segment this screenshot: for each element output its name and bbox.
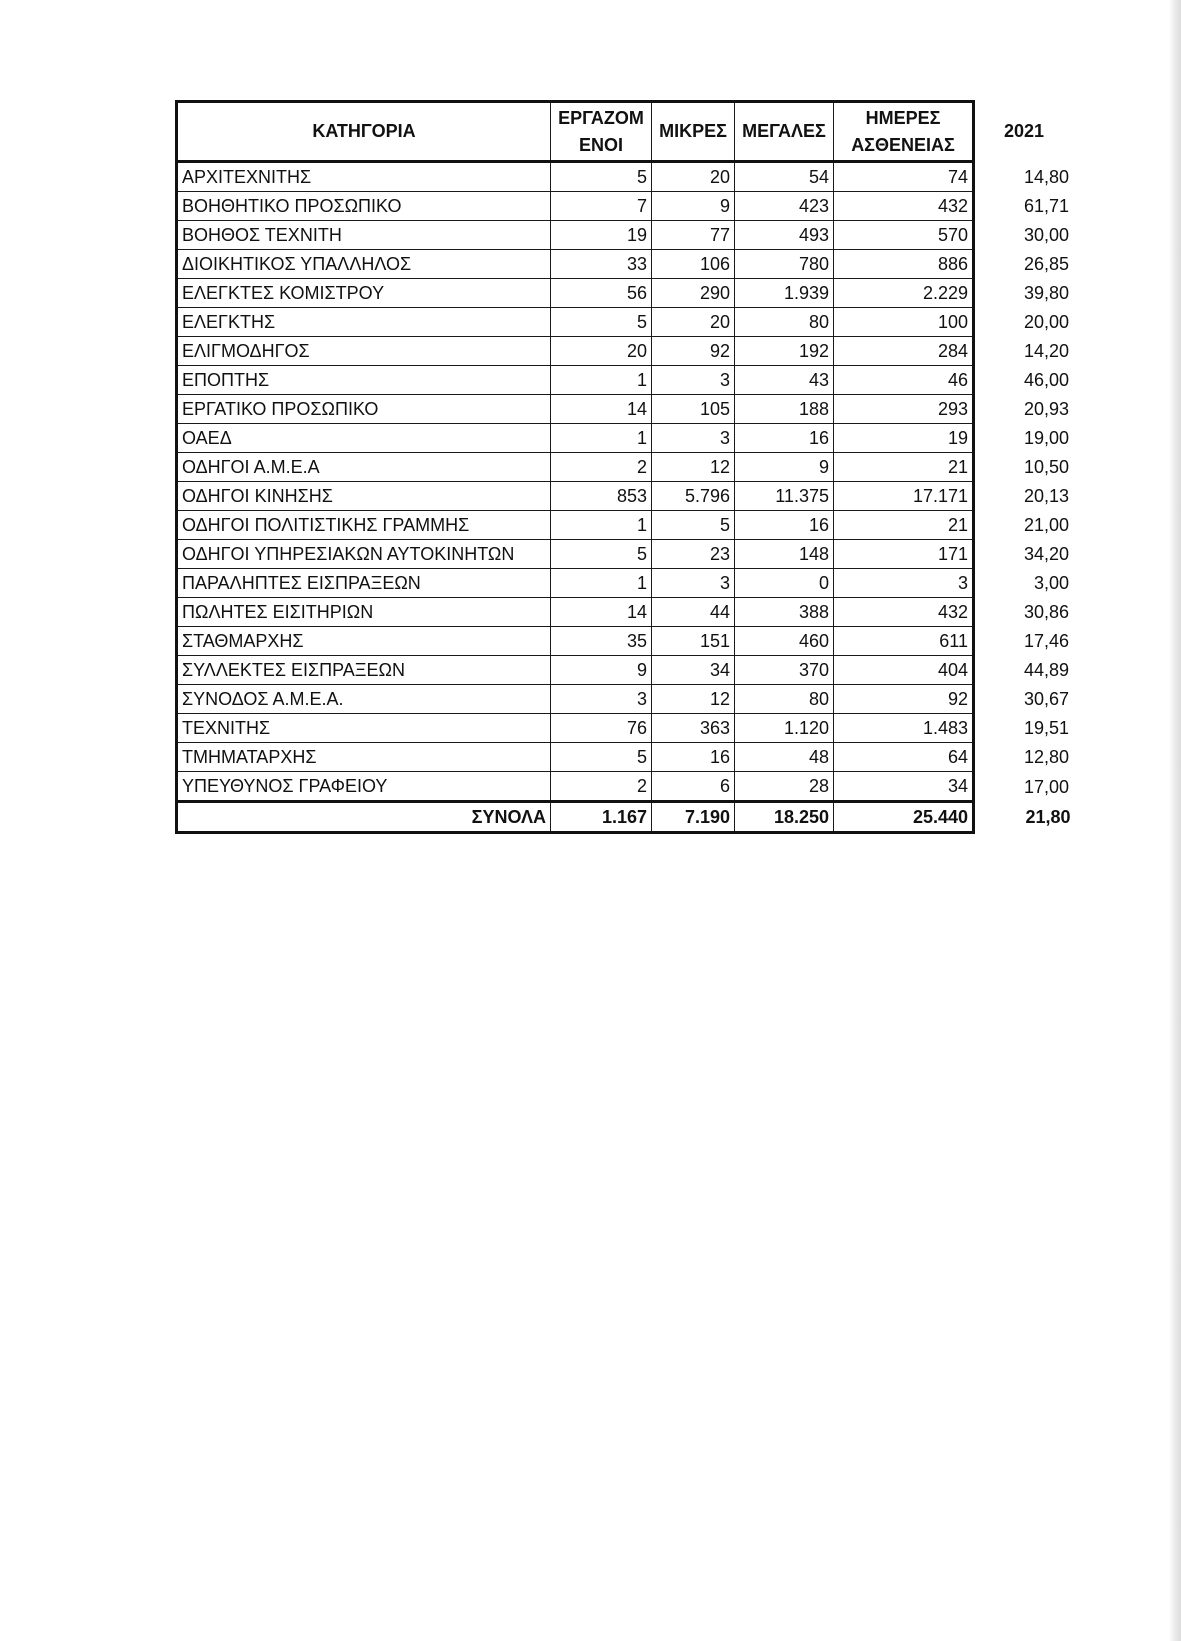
cell-employees: 14 (551, 598, 652, 627)
cell-category: ΒΟΗΘΗΤΙΚΟ ΠΡΟΣΩΠΙΚΟ (177, 192, 551, 221)
table-row (177, 192, 1075, 221)
cell-small: 106 (652, 250, 735, 279)
cell-small: 34 (652, 656, 735, 685)
cell-year: 20,93 (1023, 399, 1069, 419)
cell-large: 1.120 (735, 714, 834, 743)
cell-sick-days: 284 (834, 337, 974, 366)
cell-small: 12 (652, 453, 735, 482)
cell-employees: 3 (551, 685, 652, 714)
cell-sick-days: 404 (834, 656, 974, 685)
total-year: 21,80 (1025, 807, 1071, 827)
table-row (177, 772, 1075, 802)
cell-small: 20 (652, 308, 735, 337)
table-row (177, 743, 1075, 772)
cell-category: ΕΠΟΠΤΗΣ (177, 366, 551, 395)
cell-year: 19,00 (1023, 428, 1069, 448)
cell-small: 5.796 (652, 482, 735, 511)
total-large: 18.250 (735, 802, 834, 833)
cell-category: ΥΠΕΥΘΥΝΟΣ ΓΡΑΦΕΙΟΥ (177, 772, 551, 802)
cell-category: ΕΛΕΓΚΤΕΣ ΚΟΜΙΣΤΡΟΥ (177, 279, 551, 308)
cell-category: ΣΥΛΛΕΚΤΕΣ ΕΙΣΠΡΑΞΕΩΝ (177, 656, 551, 685)
total-small: 7.190 (652, 802, 735, 833)
cell-category: ΕΛΕΓΚΤΗΣ (177, 308, 551, 337)
cell-employees: 1 (551, 366, 652, 395)
cell-employees: 5 (551, 162, 652, 192)
cell-large: 54 (735, 162, 834, 192)
cell-small: 3 (652, 424, 735, 453)
table-row (177, 395, 1075, 424)
cell-small: 151 (652, 627, 735, 656)
cell-employees: 19 (551, 221, 652, 250)
table-row (177, 569, 1075, 598)
totals-row (177, 802, 1075, 833)
cell-large: 188 (735, 395, 834, 424)
header-sick-days: ΗΜΕΡΕΣ ΑΣΘΕΝΕΙΑΣ (834, 102, 974, 162)
cell-sick-days: 100 (834, 308, 974, 337)
cell-category: ΒΟΗΘΟΣ ΤΕΧΝΙΤΗ (177, 221, 551, 250)
cell-category: ΑΡΧΙΤΕΧΝΙΤΗΣ (177, 162, 551, 192)
cell-small: 20 (652, 162, 735, 192)
table-row (177, 366, 1075, 395)
cell-year: 61,71 (1023, 196, 1069, 216)
cell-category: ΤΕΧΝΙΤΗΣ (177, 714, 551, 743)
cell-year: 34,20 (1023, 544, 1069, 564)
cell-sick-days: 46 (834, 366, 974, 395)
cell-large: 1.939 (735, 279, 834, 308)
cell-sick-days: 34 (834, 772, 974, 802)
cell-employees: 56 (551, 279, 652, 308)
cell-employees: 5 (551, 308, 652, 337)
header-category: ΚΑΤΗΓΟΡΙΑ (177, 102, 551, 162)
cell-sick-days: 432 (834, 598, 974, 627)
cell-employees: 2 (551, 453, 652, 482)
cell-small: 3 (652, 366, 735, 395)
cell-category: ΠΑΡΑΛΗΠΤΕΣ ΕΙΣΠΡΑΞΕΩΝ (177, 569, 551, 598)
cell-sick-days: 17.171 (834, 482, 974, 511)
cell-employees: 20 (551, 337, 652, 366)
cell-year: 3,00 (1033, 573, 1069, 593)
page-edge-shadow (1169, 0, 1181, 1641)
cell-year: 17,00 (1023, 776, 1069, 797)
cell-large: 11.375 (735, 482, 834, 511)
cell-year: 39,80 (1023, 283, 1069, 303)
table-row (177, 511, 1075, 540)
cell-large: 43 (735, 366, 834, 395)
table-body (177, 162, 1075, 833)
cell-small: 363 (652, 714, 735, 743)
total-employees: 1.167 (551, 802, 652, 833)
cell-small: 290 (652, 279, 735, 308)
cell-category: ΕΡΓΑΤΙΚΟ ΠΡΟΣΩΠΙΚΟ (177, 395, 551, 424)
cell-large: 0 (735, 569, 834, 598)
table-row (177, 482, 1075, 511)
cell-category: ΟΔΗΓΟΙ Α.Μ.Ε.Α (177, 453, 551, 482)
table-row (177, 424, 1075, 453)
cell-sick-days: 3 (834, 569, 974, 598)
cell-category: ΤΜΗΜΑΤΑΡΧΗΣ (177, 743, 551, 772)
table-row (177, 540, 1075, 569)
cell-large: 48 (735, 743, 834, 772)
cell-employees: 14 (551, 395, 652, 424)
table-row (177, 162, 1075, 192)
sick-leave-table (175, 100, 1076, 834)
header-large: ΜΕΓΑΛΕΣ (735, 102, 834, 162)
cell-employees: 35 (551, 627, 652, 656)
cell-year: 44,89 (1023, 660, 1069, 680)
total-label: ΣΥΝΟΛΑ (177, 802, 551, 833)
table-row (177, 221, 1075, 250)
cell-employees: 9 (551, 656, 652, 685)
cell-employees: 5 (551, 540, 652, 569)
cell-large: 80 (735, 308, 834, 337)
table-row (177, 685, 1075, 714)
cell-category: ΟΔΗΓΟΙ ΠΟΛΙΤΙΣΤΙΚΗΣ ΓΡΑΜΜΗΣ (177, 511, 551, 540)
cell-sick-days: 432 (834, 192, 974, 221)
cell-sick-days: 19 (834, 424, 974, 453)
cell-sick-days: 92 (834, 685, 974, 714)
table-row (177, 453, 1075, 482)
cell-sick-days: 1.483 (834, 714, 974, 743)
cell-employees: 1 (551, 511, 652, 540)
cell-category: ΕΛΙΓΜΟΔΗΓΟΣ (177, 337, 551, 366)
cell-year: 20,13 (1023, 486, 1069, 506)
table-row (177, 656, 1075, 685)
cell-employees: 76 (551, 714, 652, 743)
cell-year: 26,85 (1023, 254, 1069, 274)
header-employees: ΕΡΓΑΖΟΜ ΕΝΟΙ (551, 102, 652, 162)
cell-sick-days: 21 (834, 511, 974, 540)
cell-sick-days: 74 (834, 162, 974, 192)
cell-year: 17,46 (1023, 631, 1069, 651)
cell-large: 460 (735, 627, 834, 656)
cell-large: 28 (735, 772, 834, 802)
cell-large: 780 (735, 250, 834, 279)
table-row (177, 598, 1075, 627)
cell-category: ΣΥΝΟΔΟΣ Α.Μ.Ε.Α. (177, 685, 551, 714)
table-row (177, 250, 1075, 279)
cell-year: 12,80 (1023, 747, 1069, 767)
cell-small: 92 (652, 337, 735, 366)
cell-small: 3 (652, 569, 735, 598)
cell-sick-days: 293 (834, 395, 974, 424)
cell-employees: 1 (551, 569, 652, 598)
table-row (177, 308, 1075, 337)
cell-year: 46,00 (1023, 370, 1069, 390)
table-row (177, 279, 1075, 308)
cell-sick-days: 21 (834, 453, 974, 482)
table-header-row (177, 102, 1075, 162)
cell-category: ΔΙΟΙΚΗΤΙΚΟΣ ΥΠΑΛΛΗΛΟΣ (177, 250, 551, 279)
total-sick-days: 25.440 (834, 802, 974, 833)
cell-large: 16 (735, 511, 834, 540)
cell-large: 493 (735, 221, 834, 250)
cell-employees: 1 (551, 424, 652, 453)
table-row (177, 627, 1075, 656)
cell-large: 388 (735, 598, 834, 627)
cell-large: 192 (735, 337, 834, 366)
cell-small: 12 (652, 685, 735, 714)
cell-category: ΟΔΗΓΟΙ ΚΙΝΗΣΗΣ (177, 482, 551, 511)
table-row (177, 714, 1075, 743)
cell-sick-days: 2.229 (834, 279, 974, 308)
cell-year: 19,51 (1023, 718, 1069, 738)
cell-year: 21,00 (1023, 515, 1069, 535)
cell-large: 370 (735, 656, 834, 685)
cell-year: 30,86 (1023, 602, 1069, 622)
cell-year: 10,50 (1023, 457, 1069, 477)
cell-year: 20,00 (1023, 312, 1069, 332)
cell-large: 423 (735, 192, 834, 221)
cell-employees: 2 (551, 772, 652, 802)
cell-small: 105 (652, 395, 735, 424)
cell-small: 44 (652, 598, 735, 627)
cell-employees: 7 (551, 192, 652, 221)
cell-large: 80 (735, 685, 834, 714)
cell-sick-days: 570 (834, 221, 974, 250)
cell-small: 6 (652, 772, 735, 802)
cell-employees: 33 (551, 250, 652, 279)
cell-small: 16 (652, 743, 735, 772)
cell-year: 14,80 (1023, 166, 1069, 187)
cell-sick-days: 611 (834, 627, 974, 656)
cell-category: ΣΤΑΘΜΑΡΧΗΣ (177, 627, 551, 656)
header-year: 2021 (1003, 121, 1045, 141)
cell-large: 148 (735, 540, 834, 569)
cell-sick-days: 64 (834, 743, 974, 772)
cell-sick-days: 171 (834, 540, 974, 569)
cell-employees: 853 (551, 482, 652, 511)
cell-category: ΟΑΕΔ (177, 424, 551, 453)
cell-category: ΟΔΗΓΟΙ ΥΠΗΡΕΣΙΑΚΩΝ ΑΥΤΟΚΙΝΗΤΩΝ (177, 540, 551, 569)
cell-year: 30,00 (1023, 225, 1069, 245)
cell-large: 9 (735, 453, 834, 482)
table-row (177, 337, 1075, 366)
cell-small: 23 (652, 540, 735, 569)
cell-sick-days: 886 (834, 250, 974, 279)
cell-small: 5 (652, 511, 735, 540)
cell-employees: 5 (551, 743, 652, 772)
header-small: ΜΙΚΡΕΣ (652, 102, 735, 162)
cell-category: ΠΩΛΗΤΕΣ ΕΙΣΙΤΗΡΙΩΝ (177, 598, 551, 627)
cell-small: 9 (652, 192, 735, 221)
cell-year: 14,20 (1023, 341, 1069, 361)
cell-small: 77 (652, 221, 735, 250)
cell-large: 16 (735, 424, 834, 453)
cell-year: 30,67 (1023, 689, 1069, 709)
